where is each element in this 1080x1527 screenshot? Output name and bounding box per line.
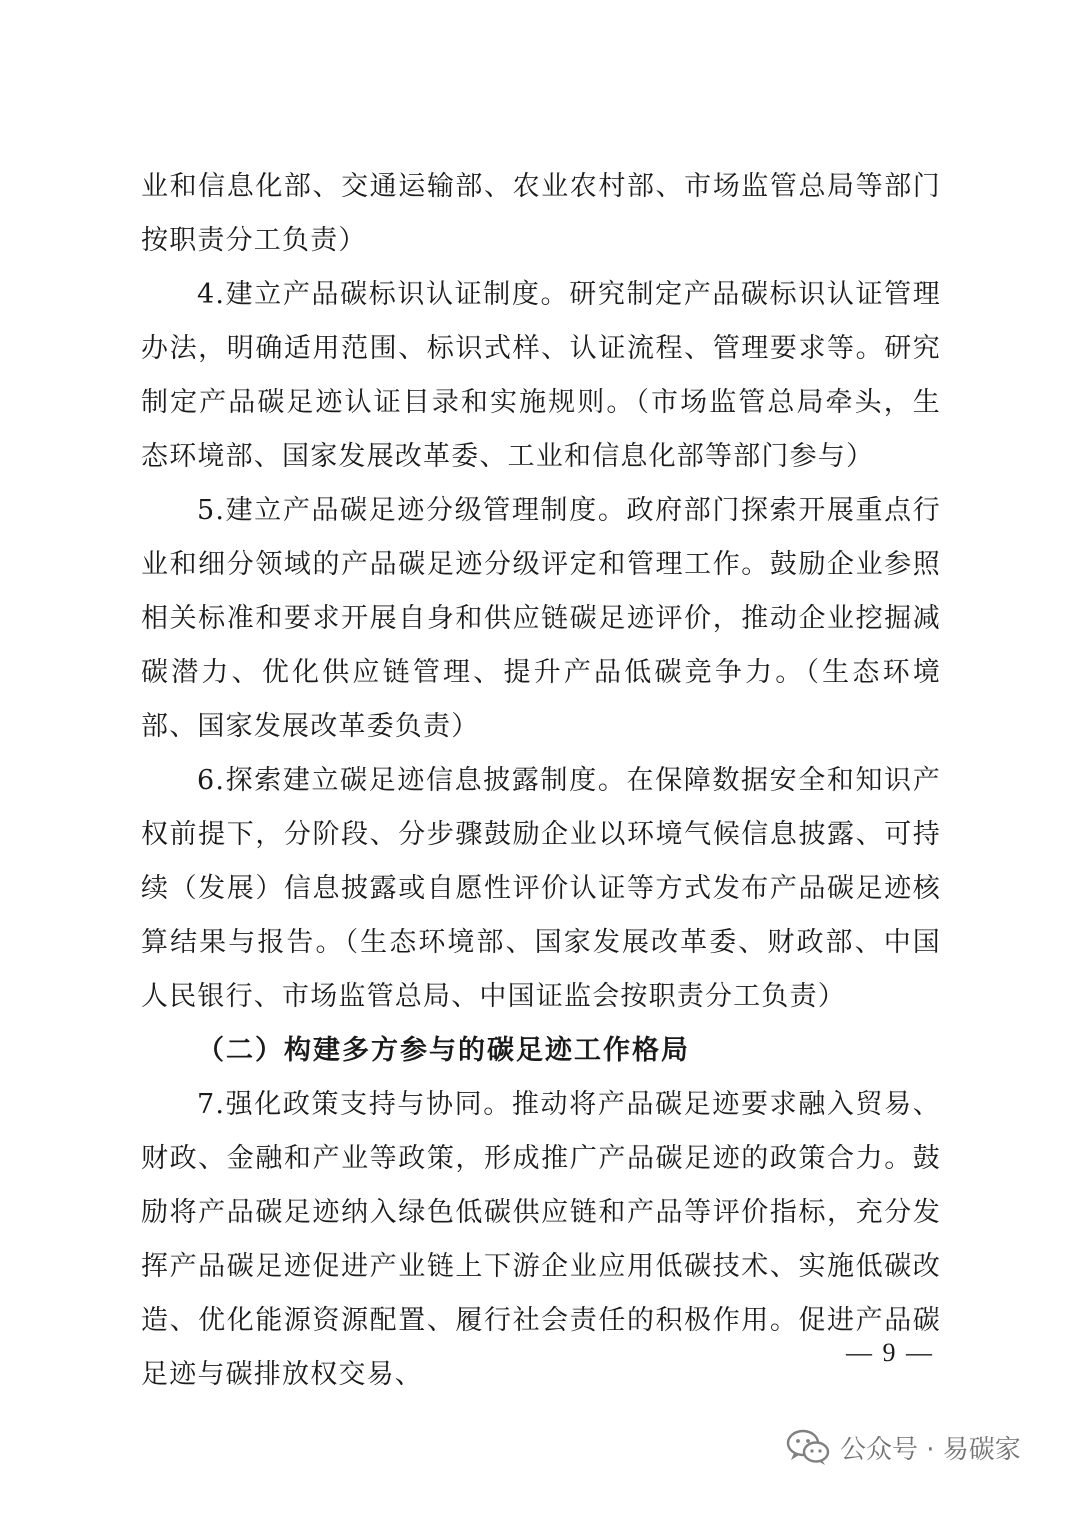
section-heading: （二）构建多方参与的碳足迹工作格局 xyxy=(197,1035,690,1066)
wechat-icon xyxy=(786,1428,830,1466)
paragraph-continued: 业和信息化部、交通运输部、农业农村部、市场监管总局等部门按职责分工负责） xyxy=(141,171,941,256)
page-number: — 9 — xyxy=(846,1338,934,1367)
watermark xyxy=(786,1422,1021,1472)
document-body xyxy=(141,160,941,1402)
paragraph-item-4: 4.建立产品碳标识认证制度。研究制定产品碳标识认证管理办法，明确适用范围、标识式样、认证流程、管理要求等。研究制定产品碳足迹认证目录和实施规则。（市场监管总局牵头，生态环境部、国家发展改革委、工业和信息化部等部门参与） xyxy=(141,279,941,472)
paragraph-item-6: 6.探索建立碳足迹信息披露制度。在保障数据安全和知识产权前提下，分阶段、分步骤鼓励企业以环境气候信息披露、可持续（发展）信息披露或自愿性评价认证等方式发布产品碳足迹核算结果与报告。（生态环境部、国家发展改革委、财政部、中国人民银行、市场监管总局、中国证监会按职责分工负责） xyxy=(141,765,941,1012)
paragraph-item-7: 7.强化政策支持与协同。推动将产品碳足迹要求融入贸易、财政、金融和产业等政策，形成推广产品碳足迹的政策合力。鼓励将产品碳足迹纳入绿色低碳供应链和产品等评价指标，充分发挥产品碳足迹促进产业链上下游企业应用低碳技术、实施低碳改造、优化能源资源配置、履行社会责任的积极作用。促进产品碳足迹与碳排放权交易、 xyxy=(141,1089,941,1390)
watermark-text: 公众号 · 易碳家 xyxy=(840,1434,1021,1465)
paragraph-item-5: 5.建立产品碳足迹分级管理制度。政府部门探索开展重点行业和细分领域的产品碳足迹分级评定和管理工作。鼓励企业参照相关标准和要求开展自身和供应链碳足迹评价，推动企业挖掘减碳潜力、优化供应链管理、提升产品低碳竞争力。（生态环境部、国家发展改革委负责） xyxy=(141,495,941,742)
